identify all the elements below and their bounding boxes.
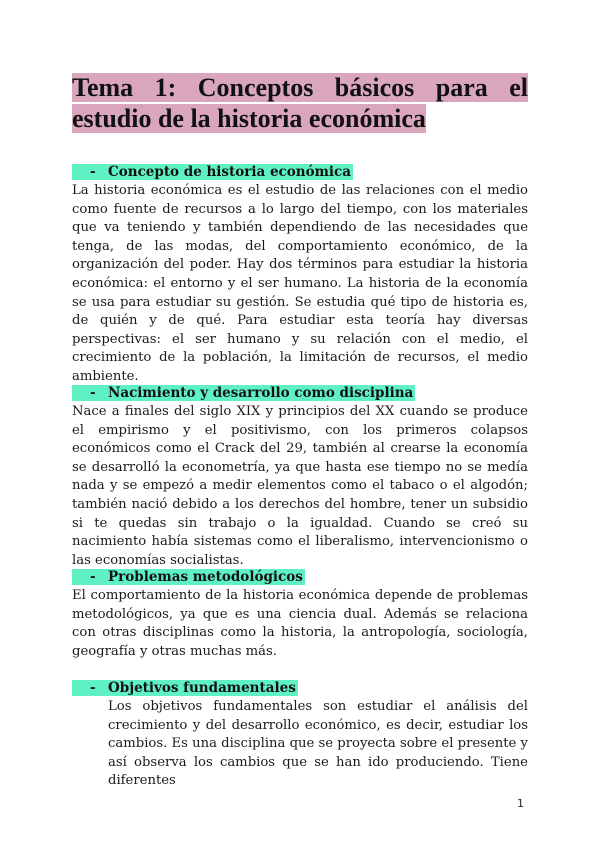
section-concepto — [72, 163, 528, 387]
section-nacimiento — [72, 384, 528, 570]
section-heading-text: Problemas metodológicos — [108, 569, 303, 585]
section-body: La historia económica es el estudio de las relaciones con el medio como fuente de recursos a lo largo del tiempo, con los materiales que va teniendo y también dependiendo de las necesidades que tenga, de las modas, del comportamiento económico, de la organización del poder. Hay dos términos para estudiar la historia económica: el entorno y el ser humano. La historia de la economía se usa para estudiar su gestión. Se estudia qué tipo de historia es, de quién y de qué. Para estudiar esta teoría hay diversas perspectivas: el ser humano y su relación con el medio, el crecimiento de la población, la limitación de recursos, el medio ambiente. — [72, 183, 528, 384]
section-problemas — [72, 568, 528, 661]
title-highlight: Tema 1: Conceptos básicos para el estudio de la historia económica — [72, 73, 528, 133]
section-body: El comportamiento de la historia económica depende de problemas metodológicos, ya que es una ciencia dual. Además se relaciona con otras disciplinas como la historia, la antropología, sociología, geografía y otras muchas más. — [72, 588, 528, 659]
section-heading-text: Concepto de historia económica — [108, 164, 351, 180]
section-heading: - Problemas metodológicos — [72, 568, 528, 587]
section-heading: - Objetivos fundamentales — [72, 679, 528, 698]
section-body: Los objetivos fundamentales son estudiar el análisis del crecimiento y del desarrollo económico, es decir, estudiar los cambios. Es una disciplina que se proyecta sobre el presente y así observa los cambios que se han ido produciendo. Tiene diferentes — [108, 699, 528, 789]
section-heading: - Concepto de historia económica — [72, 163, 528, 182]
section-heading: - Nacimiento y desarrollo como disciplina — [72, 384, 528, 403]
section-heading-text: Objetivos fundamentales — [108, 680, 296, 696]
section-heading-text: Nacimiento y desarrollo como disciplina — [108, 385, 414, 401]
section-objetivos — [72, 679, 528, 791]
page-number: 1 — [517, 797, 524, 810]
section-body: Nace a finales del siglo XIX y principios del XX cuando se produce el empirismo y el positivismo, con los primeros colapsos económicos como el Crack del 29, también al crearse la economía se desarrolló la econometría, ya que hasta ese tiempo no se medía nada y se empezó a medir elementos como el tabaco o el algodón; también nació debido a los derechos del hombre, tener un subsidio si te quedas sin trabajo o la igualdad. Cuando se creó su nacimiento había sistemas como el liberalismo, intervencionismo o las economías socialistas. — [72, 404, 528, 568]
page-title — [72, 72, 528, 134]
